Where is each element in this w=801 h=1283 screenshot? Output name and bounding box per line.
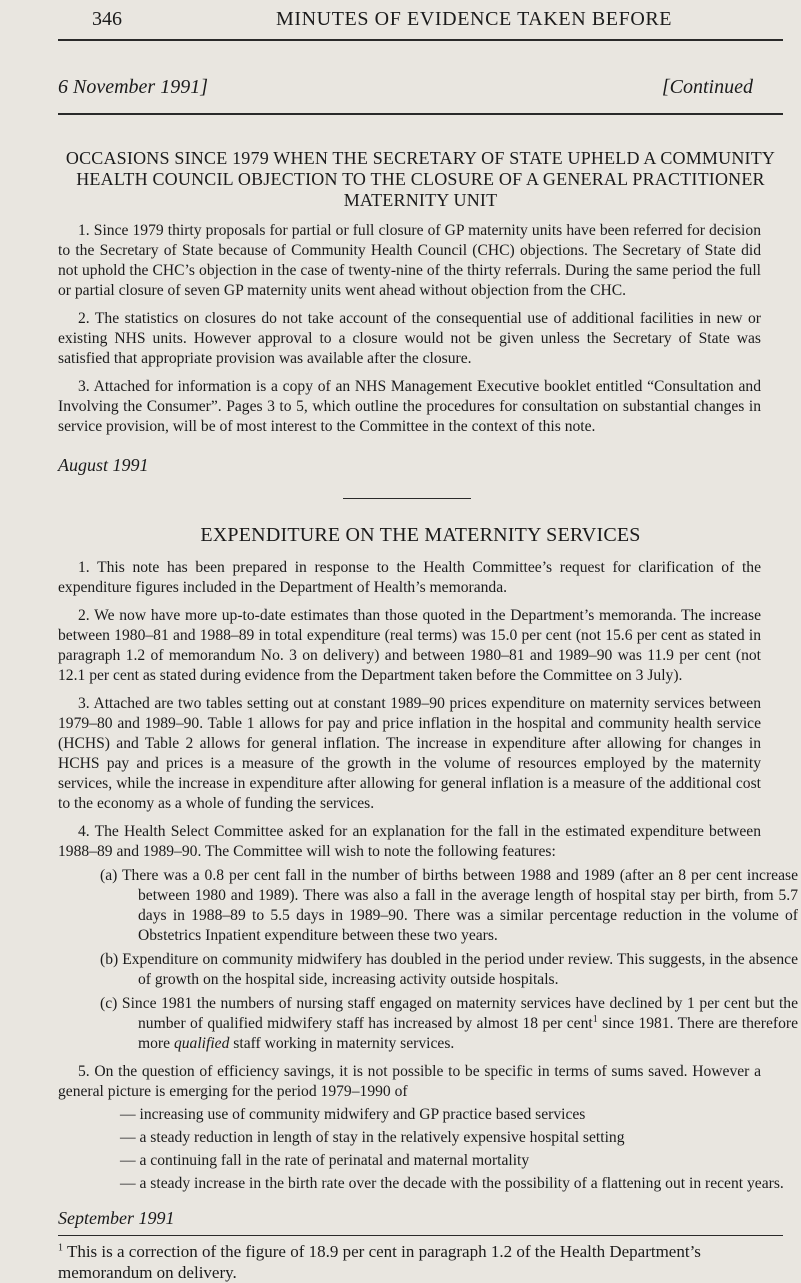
running-head: MINUTES OF EVIDENCE TAKEN BEFORE — [276, 8, 673, 30]
dash-item: — a steady reduction in length of stay in the relatively expensive hospital setting — [120, 1129, 625, 1146]
dash-item: — a steady increase in the birth rate over the decade with the possibility of a flattening out in recent years. — [120, 1175, 784, 1192]
dash-item: — a continuing fall in the rate of perinatal and maternal mortality — [120, 1152, 530, 1169]
section2-signature: September 1991 — [58, 1208, 175, 1228]
footnote-reference: 1 — [592, 1013, 598, 1025]
section2-paragraph-4: 4. The Health Select Committee asked for an explanation for the fall in the estimated expenditure between 1988–89 and 1989–90. The Committee will wish to note the following features: — [58, 823, 761, 860]
section2-paragraph-3: 3. Attached are two tables setting out at constant 1989–90 prices expenditure on maternity services between 1979–80 and 1989–90. Table 1 allows for pay and price inflation in the hospital and community health service (HCHS) and Table 2 allows for general inflation. The increase in expenditure after allowing for changes in HCHS pay and prices is a measure of the growth in the volume of resources employed by the maternity services, while the increase in expenditure after allowing for general inflation is a measure of the additional cost to the economy as a whole of funding the services. — [58, 695, 761, 812]
footnote-rule — [58, 1235, 783, 1236]
footnote-text: This is a correction of the figure of 18.9 per cent in paragraph 1.2 of the Health Department’s memorandum on delivery. — [58, 1242, 701, 1282]
list-item-label: (b) — [100, 951, 119, 968]
continued-label: [Continued — [661, 76, 753, 98]
section2-paragraph-5: 5. On the question of efficiency savings, it is not possible to be specific in terms of sums saved. However a general picture is emerging for the period 1979–1990 of — [58, 1063, 761, 1100]
section1-title-line: OCCASIONS SINCE 1979 WHEN THE SECRETARY OF STATE UPHELD A COMMUNITY — [65, 148, 776, 168]
section1-title — [58, 148, 783, 211]
section1-title-line: HEALTH COUNCIL OBJECTION TO THE CLOSURE OF A GENERAL PRACTITIONER — [76, 169, 765, 189]
dash-item: — increasing use of community midwifery and GP practice based services — [120, 1106, 586, 1123]
hearing-date: 6 November 1991] — [58, 76, 208, 98]
emphasis-text: qualified — [173, 1035, 230, 1052]
list-item-b — [100, 950, 798, 990]
section1-paragraph-3: 3. Attached for information is a copy of an NHS Management Executive booklet entitled “Consultation and Involving the Consumer”. Pages 3 to 5, which outline the procedures for consultation on substantial changes in service provision, will be of most interest to the Committee in the context of this note. — [58, 378, 761, 435]
section2-paragraph-1: 1. This note has been prepared in response to the Health Committee’s request for clarification of the expenditure figures included in the Department of Health’s memoranda. — [58, 559, 761, 596]
list-item-text: There was a 0.8 per cent fall in the number of births between 1988 and 1989 (after an 8 per cent increase between 1980 and 1989). There was also a fall in the average length of hospital stay per birth, from 5.7 days in 1988–89 to 5.5 days in 1989–90. There was a similar percentage reduction in the volume of Obstetrics Inpatient expenditure between these two years. — [122, 867, 798, 944]
date-rule — [58, 113, 783, 115]
section1-signature: August 1991 — [58, 455, 149, 475]
date-line — [58, 76, 753, 100]
list-item-text: Expenditure on community midwifery has doubled in the period under review. This suggests, in the absence of growth on the hospital side, increasing activity outside hospitals. — [122, 951, 798, 988]
list-item-label: (c) — [100, 995, 118, 1012]
list-item-text: since 1981. There are therefore more — [138, 1015, 799, 1052]
list-item-text: Since 1981 the numbers of nursing staff engaged on maternity services have declined by 1 per cent but the number of qualified midwifery staff has increased by almost 18 per cent — [121, 995, 798, 1032]
page-number: 346 — [92, 8, 122, 30]
list-item-text: staff working in maternity services. — [229, 1035, 455, 1052]
page-header — [92, 8, 752, 34]
list-item-a — [100, 866, 798, 946]
footnote — [58, 1241, 783, 1283]
section1-paragraph-2: 2. The statistics on closures do not take account of the consequential use of additional facilities in new or existing NHS units. However approval to a closure would not be given unless the Secretary of State was satisfied that appropriate provision was available after the closure. — [58, 310, 761, 367]
footnote-mark: 1 — [58, 1242, 63, 1254]
list-item-label: (a) — [100, 867, 118, 884]
list-item-c — [100, 994, 798, 1054]
section1-paragraph-1: 1. Since 1979 thirty proposals for partial or full closure of GP maternity units have been referred for decision to the Secretary of State because of Community Health Council (CHC) objections. The Secretary of State did not uphold the CHC’s objection in the case of twenty-nine of the thirty referrals. During the same period the full or partial closure of seven GP maternity units went ahead without objection from the CHC. — [58, 222, 761, 299]
section-divider — [343, 498, 471, 499]
section1-title-line: MATERNITY UNIT — [343, 190, 498, 210]
section2-title: EXPENDITURE ON THE MATERNITY SERVICES — [200, 524, 641, 546]
header-rule — [58, 39, 783, 41]
section2-paragraph-2: 2. We now have more up-to-date estimates than those quoted in the Department’s memoranda. The increase between 1980–81 and 1988–89 in total expenditure (real terms) was 15.0 per cent (not 15.6 per cent as stated in paragraph 1.2 of memorandum No. 3 on delivery) and between 1980–81 and 1989–90 was 11.9 per cent (not 12.1 per cent as stated during evidence from the Department taken before the Committee on 3 July). — [58, 607, 761, 684]
